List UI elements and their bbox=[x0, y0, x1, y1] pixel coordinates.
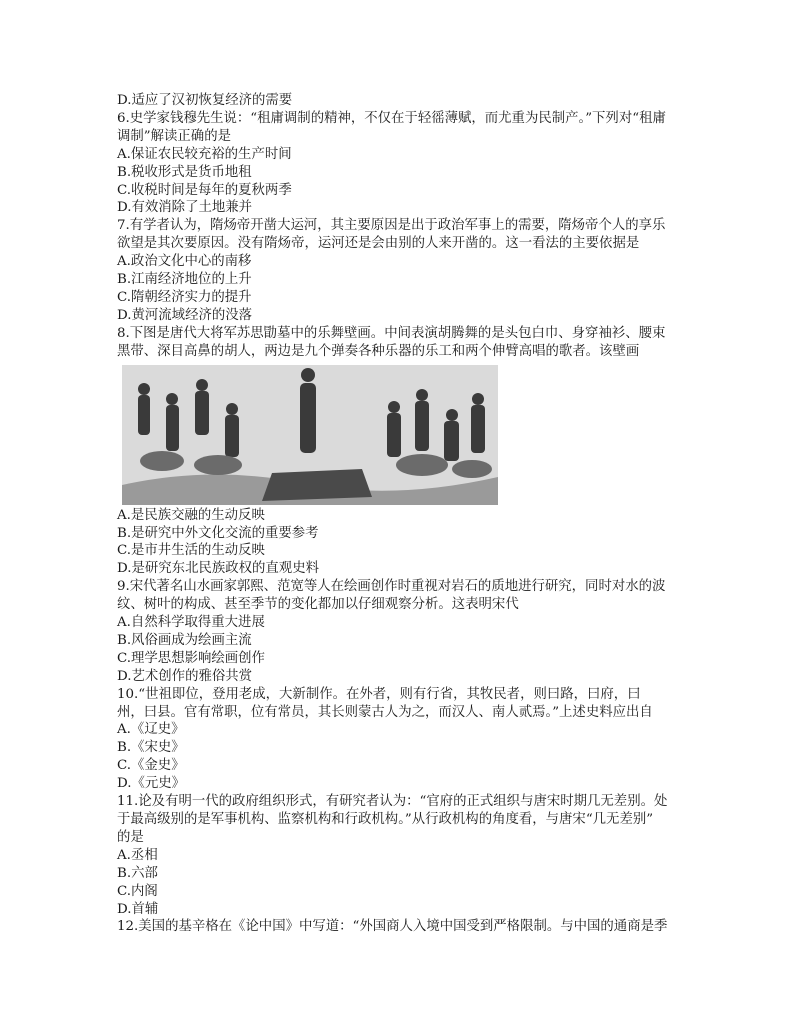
text-line: D.黄河流域经济的没落 bbox=[117, 307, 253, 323]
text-line: B.风俗画成为绘画主流 bbox=[117, 632, 252, 648]
text-line: A.保证农民较充裕的生产时间 bbox=[117, 146, 292, 162]
text-line: 调制”解读正确的是 bbox=[117, 128, 231, 144]
text-line: 纹、树叶的构成、甚至季节的变化都加以仔细观察分析。这表明宋代 bbox=[117, 597, 519, 613]
text-block-top bbox=[117, 92, 687, 361]
text-line: 的是 bbox=[117, 829, 144, 845]
text-line: 黑带、深目高鼻的胡人，两边是九个弹奏各种乐器的乐工和两个伸臂高唱的歌者。该壁画 bbox=[117, 343, 640, 359]
text-line: 欲望是其次要原因。没有隋炀帝，运河还是会由别的人来开凿的。这一看法的主要依据是 bbox=[117, 236, 640, 252]
exam-page bbox=[117, 92, 687, 936]
text-line: A.政治文化中心的南移 bbox=[117, 254, 252, 270]
text-line: 州，曰县。官有常职，位有常员，其长则蒙古人为之，而汉人、南人贰焉。”上述史料应出自 bbox=[117, 704, 653, 720]
text-line: D.是研究东北民族政权的直观史料 bbox=[117, 561, 319, 577]
text-line: D.《元史》 bbox=[117, 776, 186, 792]
text-line: 11.论及有明一代的政府组织形式，有研究者认为：“官府的正式组织与唐宋时期几无差别。处 bbox=[117, 794, 668, 810]
text-line: 12.美国的基辛格在《论中国》中写道：“外国商人入境中国受到严格限制。与中国的通商是季 bbox=[117, 919, 668, 935]
text-line: 8.下图是唐代大将军苏思勖墓中的乐舞壁画。中间表演胡腾舞的是头包白巾、身穿袖衫、腰束 bbox=[117, 325, 666, 341]
text-line: C.《金史》 bbox=[117, 758, 185, 774]
text-line: D.有效消除了土地兼并 bbox=[117, 200, 253, 216]
text-line: B.《宋史》 bbox=[117, 740, 185, 756]
text-line: A.是民族交融的生动反映 bbox=[117, 507, 265, 523]
text-line: D.艺术创作的雅俗共赏 bbox=[117, 668, 253, 684]
text-line: 于最高级别的是军事机构、监察机构和行政机构。”从行政机构的角度看，与唐宋“几无差别” bbox=[117, 812, 654, 827]
text-line: C.隋朝经济实力的提升 bbox=[117, 289, 252, 305]
text-line: 7.有学者认为，隋炀帝开凿大运河，其主要原因是出于政治军事上的需要，隋炀帝个人的享乐 bbox=[117, 218, 666, 234]
text-line: 9.宋代著名山水画家郭熙、范宽等人在绘画创作时重视对岩石的质地进行研究，同时对水的波 bbox=[117, 579, 666, 595]
text-line: A.丞相 bbox=[117, 847, 158, 863]
text-line: C.是市井生活的生动反映 bbox=[117, 543, 265, 559]
text-line: 10.“世祖即位，登用老成，大新制作。在外者，则有行省，其牧民者，则曰路，曰府，曰 bbox=[117, 686, 641, 702]
text-block-bottom bbox=[117, 507, 687, 937]
text-line: C.收税时间是每年的夏秋两季 bbox=[117, 182, 292, 198]
text-line: C.理学思想影响绘画创作 bbox=[117, 650, 265, 666]
text-line: B.税收形式是货币地租 bbox=[117, 164, 252, 180]
text-line: D.适应了汉初恢复经济的需要 bbox=[117, 93, 293, 108]
text-line: B.是研究中外文化交流的重要参考 bbox=[117, 525, 319, 541]
tang-mural-image bbox=[122, 365, 498, 505]
text-line: 6.史学家钱穆先生说：“租庸调制的精神，不仅在于轻徭薄赋，而尤重为民制产。”下列对“租庸 bbox=[117, 110, 666, 126]
text-line: A.自然科学取得重大进展 bbox=[117, 615, 265, 631]
text-line: C.内阁 bbox=[117, 883, 158, 899]
text-line: B.六部 bbox=[117, 865, 158, 881]
text-line: A.《辽史》 bbox=[117, 722, 185, 738]
text-line: D.首辅 bbox=[117, 901, 159, 917]
text-line: B.江南经济地位的上升 bbox=[117, 272, 252, 288]
